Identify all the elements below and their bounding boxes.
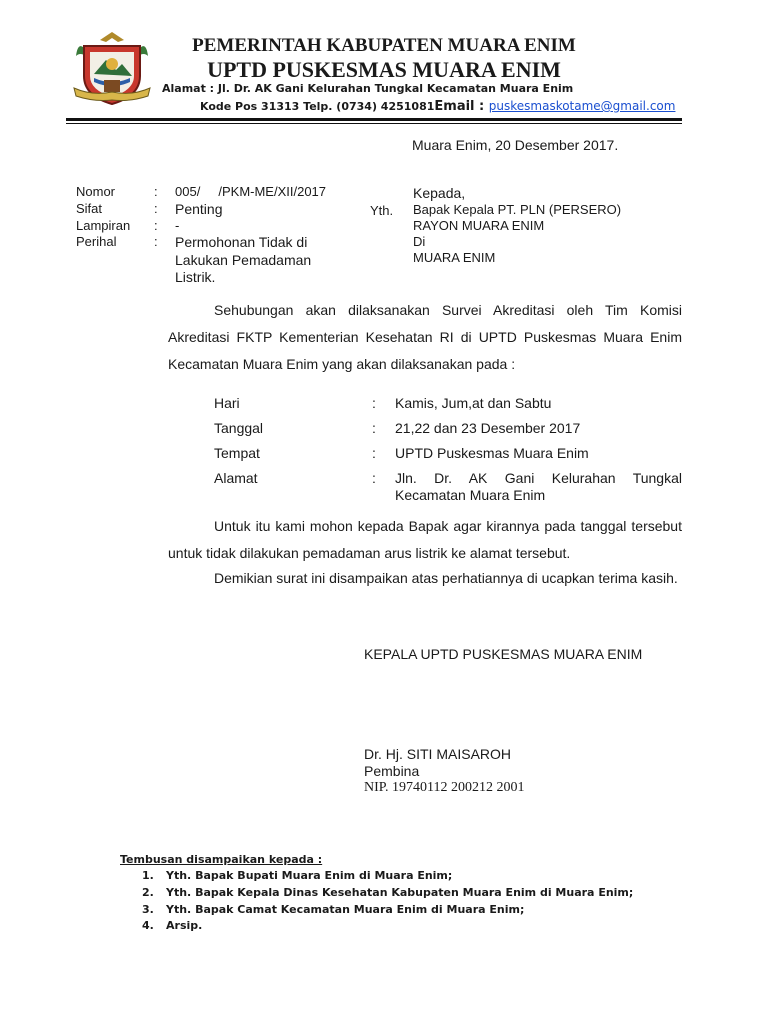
hari-value: Kamis, Jum,at dan Sabtu: [395, 395, 552, 411]
letterhead-address: Alamat : Jl. Dr. AK Gani Kelurahan Tungkal Kecamatan Muara Enim: [162, 82, 574, 95]
yth-label: Yth.: [370, 203, 394, 218]
letterhead-contact: [200, 99, 675, 114]
nomor-value: 005/ /PKM-ME/XII/2017: [175, 184, 327, 199]
hari-label: Hari: [214, 395, 240, 411]
tanggal-label: Tanggal: [214, 420, 264, 436]
email-label: Email :: [434, 99, 489, 114]
header-rule-thin: [66, 123, 682, 124]
tempat-label: Tempat: [214, 445, 260, 461]
government-name: PEMERINTAH KABUPATEN MUARA ENIM: [192, 35, 576, 56]
cc-heading: Tembusan disampaikan kepada :: [120, 853, 323, 866]
cc-item-number: 3.: [142, 903, 154, 916]
tanggal-value: 21,22 dan 23 Desember 2017: [395, 420, 581, 436]
kepada-label: Kepada,: [413, 185, 466, 201]
nomor-colon: :: [154, 184, 158, 199]
cc-item-text: Arsip.: [166, 919, 203, 932]
header-rule-thick: [66, 118, 682, 121]
signatory-name: Dr. Hj. SITI MAISAROH: [364, 746, 512, 762]
sifat-value: Penting: [175, 201, 223, 217]
tempat-colon: :: [372, 445, 376, 461]
cc-item-number: 1.: [142, 869, 154, 882]
sifat-colon: :: [154, 201, 158, 216]
tanggal-colon: :: [372, 420, 376, 436]
organization-name: UPTD PUSKESMAS MUARA ENIM: [207, 57, 561, 82]
signatory-nip: NIP. 19740112 200212 2001: [364, 780, 525, 795]
perihal-line-3: Listrik.: [175, 269, 216, 285]
cc-item-text: Yth. Bapak Kepala Dinas Kesehatan Kabupaten Muara Enim di Muara Enim;: [166, 886, 634, 899]
cc-item-text: Yth. Bapak Bupati Muara Enim di Muara Enim;: [166, 869, 453, 882]
postal-phone: Kode Pos 31313 Telp. (0734) 4251081: [200, 100, 435, 113]
lampiran-value: -: [175, 218, 180, 233]
lampiran-colon: :: [154, 218, 158, 233]
alamat-colon: :: [372, 470, 376, 486]
recipient-line-2: RAYON MUARA ENIM: [413, 218, 545, 233]
cc-item-text: Yth. Bapak Camat Kecamatan Muara Enim di Muara Enim;: [166, 903, 525, 916]
alamat-label: Alamat: [214, 470, 258, 486]
signature-title: KEPALA UPTD PUSKESMAS MUARA ENIM: [364, 646, 643, 662]
signatory-rank: Pembina: [364, 763, 420, 779]
recipient-line-4: MUARA ENIM: [413, 250, 496, 265]
recipient-line-1: Bapak Kepala PT. PLN (PERSERO): [413, 202, 622, 217]
perihal-line-1: Permohonan Tidak di: [175, 234, 308, 250]
hari-colon: :: [372, 395, 376, 411]
alamat-value: Jln. Dr. AK Gani Kelurahan Tungkal Kecamatan Muara Enim: [395, 470, 682, 503]
perihal-line-2: Lakukan Pemadaman: [175, 252, 312, 268]
lampiran-label: Lampiran: [76, 218, 131, 233]
perihal-colon: :: [154, 234, 158, 249]
perihal-label: Perihal: [76, 234, 117, 249]
cc-item: [142, 869, 452, 882]
cc-item: [142, 919, 202, 932]
intro-paragraph: Sehubungan akan dilaksanakan Survei Akreditasi oleh Tim Komisi Akreditasi FKTP Kementerian Kesehatan RI di UPTD Puskesmas Muara Enim Kecamatan Muara Enim yang akan dilaksanakan pada :: [168, 302, 682, 372]
cc-item-number: 4.: [142, 919, 154, 932]
tempat-value: UPTD Puskesmas Muara Enim: [395, 445, 589, 461]
cc-item: [142, 903, 524, 916]
request-paragraph: Untuk itu kami mohon kepada Bapak agar kirannya pada tanggal tersebut untuk tidak dilakukan pemadaman arus listrik ke alamat tersebut.: [168, 518, 682, 561]
recipient-line-3: Di: [413, 234, 426, 249]
nomor-label: Nomor: [76, 184, 116, 199]
letter-date: Muara Enim, 20 Desember 2017.: [412, 137, 619, 153]
closing-paragraph: Demikian surat ini disampaikan atas perhatiannya di ucapkan terima kasih.: [214, 570, 678, 586]
cc-item: [142, 886, 633, 899]
cc-item-number: 2.: [142, 886, 154, 899]
email-link[interactable]: puskesmaskotame@gmail.com: [488, 99, 676, 113]
sifat-label: Sifat: [76, 201, 103, 216]
